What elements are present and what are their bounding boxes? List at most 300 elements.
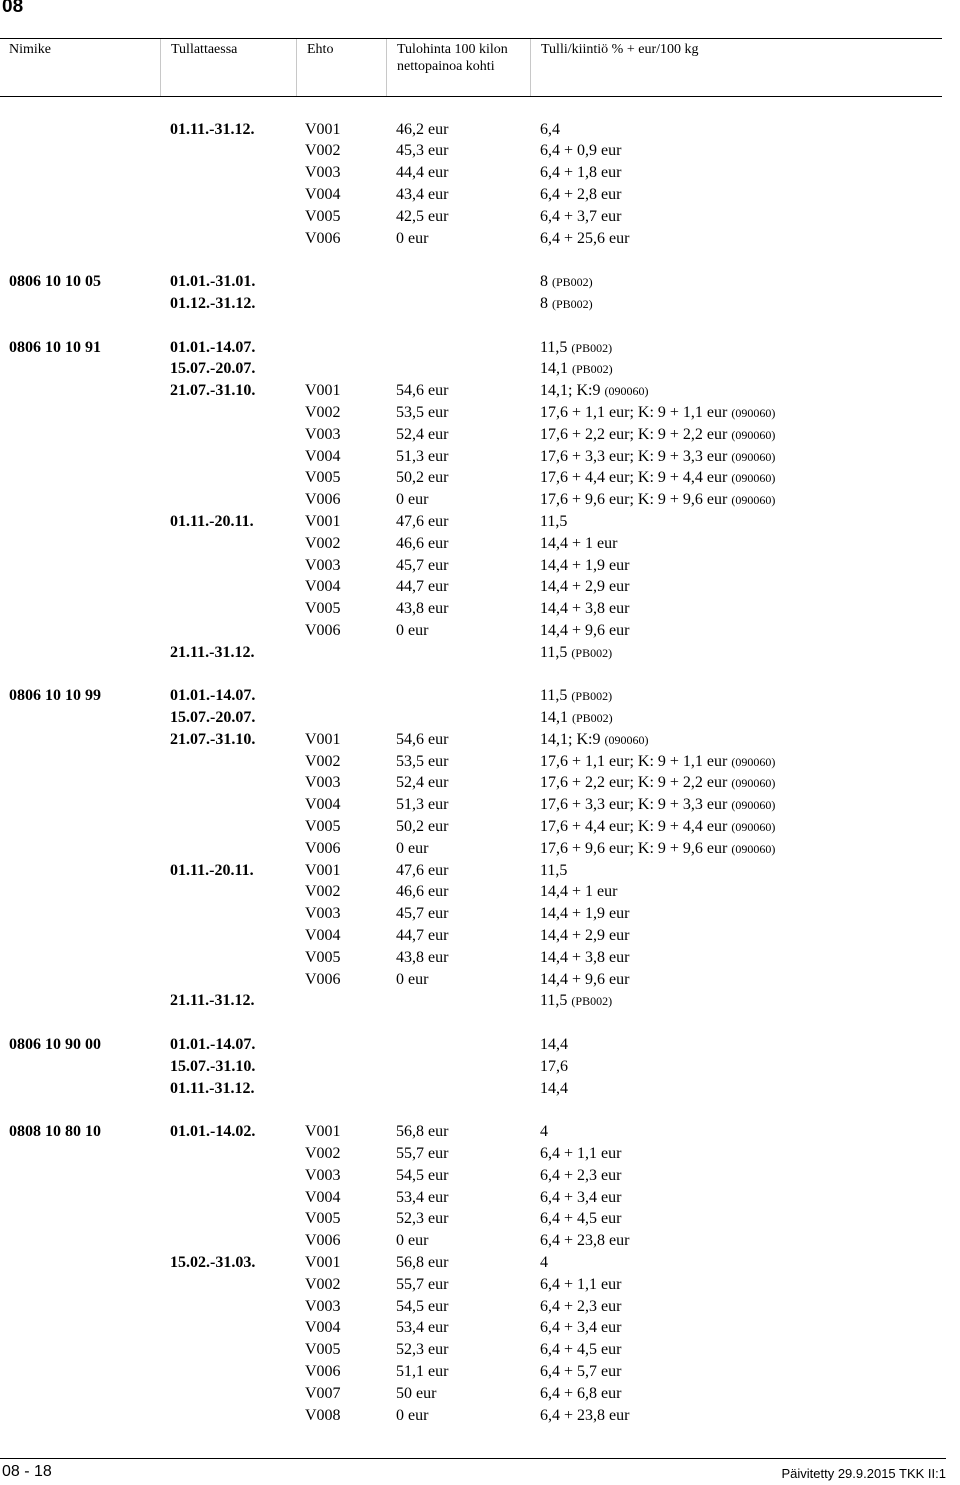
entry-price: 0 eur [396, 622, 429, 639]
quota-reference: (PB002) [571, 994, 613, 1008]
date-range: 01.12.-31.12. [170, 295, 256, 312]
tariff-code: 0806 10 10 05 [9, 273, 101, 290]
date-range: 21.11.-31.12. [170, 992, 255, 1009]
duty-rate [540, 729, 648, 751]
entry-price: 56,8 eur [396, 1254, 449, 1271]
entry-price: 0 eur [396, 491, 429, 508]
duty-value: 6,4 + 4,5 eur [540, 1210, 622, 1227]
duty-rate [540, 446, 775, 468]
duty-rate [540, 642, 612, 664]
entry-price: 46,6 eur [396, 535, 449, 552]
table-row [0, 925, 960, 946]
table-row [0, 1165, 960, 1186]
entry-price: 56,8 eur [396, 1123, 449, 1140]
table-row [0, 969, 960, 990]
tariff-code: 0808 10 80 10 [9, 1123, 101, 1140]
duty-rate [540, 1078, 568, 1099]
table-row [0, 380, 960, 401]
entry-price: 43,4 eur [396, 186, 449, 203]
duty-rate [540, 576, 629, 597]
table-row [0, 1056, 960, 1077]
table-row [0, 838, 960, 859]
duty-value: 14,4 + 1 eur [540, 535, 618, 552]
table-row [0, 467, 960, 488]
quota-reference: (PB002) [572, 711, 613, 725]
duty-rate [540, 555, 629, 576]
duty-value: 6,4 + 1,1 eur [540, 1276, 622, 1293]
table-row [0, 707, 960, 728]
duty-rate [540, 1187, 621, 1208]
header-tullattaessa: Tullattaessa [160, 39, 296, 96]
condition-code: V005 [305, 600, 341, 617]
updated-date: Päivitetty 29.9.2015 TKK II:1 [781, 1466, 946, 1481]
duty-rate [540, 620, 629, 641]
entry-price: 43,8 eur [396, 600, 449, 617]
table-row [0, 751, 960, 772]
header-nimike: Nimike [9, 42, 51, 57]
duty-value: 6,4 + 4,5 eur [540, 1341, 622, 1358]
entry-price: 47,6 eur [396, 862, 449, 879]
quota-reference: (090060) [731, 428, 776, 442]
duty-value: 6,4 + 2,3 eur [540, 1167, 622, 1184]
entry-price: 44,4 eur [396, 164, 449, 181]
table-row [0, 729, 960, 750]
duty-value: 6,4 + 2,3 eur [540, 1298, 622, 1315]
duty-value: 14,4 + 2,9 eur [540, 927, 630, 944]
quota-reference: (PB002) [572, 362, 613, 376]
duty-value: 6,4 + 5,7 eur [540, 1363, 622, 1380]
duty-value: 6,4 + 3,7 eur [540, 208, 622, 225]
duty-value: 17,6 + 2,2 eur; K: 9 + 2,2 eur [540, 774, 728, 791]
duty-value: 17,6 + 3,3 eur; K: 9 + 3,3 eur [540, 448, 728, 465]
date-range: 01.11.-20.11. [170, 862, 254, 879]
condition-code: V007 [305, 1385, 341, 1402]
date-range: 01.01.-14.07. [170, 1036, 256, 1053]
table-row [0, 1317, 960, 1338]
header-tulli: Tulli/kiintiö % + eur/100 kg [530, 39, 942, 96]
duty-value: 17,6 + 1,1 eur; K: 9 + 1,1 eur [540, 753, 728, 770]
duty-value: 11,5 [540, 992, 568, 1009]
condition-code: V001 [305, 1254, 341, 1271]
date-range: 21.11.-31.12. [170, 644, 255, 661]
date-range: 15.07.-20.07. [170, 709, 256, 726]
table-row [0, 271, 960, 292]
duty-rate [540, 380, 648, 402]
entry-price: 44,7 eur [396, 927, 449, 944]
entry-price: 45,3 eur [396, 142, 449, 159]
table-row [0, 1143, 960, 1164]
condition-code: V006 [305, 840, 341, 857]
condition-code: V003 [305, 1298, 341, 1315]
entry-price: 45,7 eur [396, 557, 449, 574]
duty-value: 11,5 [540, 513, 568, 530]
duty-value: 14,4 + 1 eur [540, 883, 618, 900]
table-row [0, 620, 960, 641]
entry-price: 50,2 eur [396, 469, 449, 486]
duty-value: 14,4 + 2,9 eur [540, 578, 630, 595]
entry-price: 53,4 eur [396, 1189, 449, 1206]
duty-value: 14,1; K:9 [540, 731, 601, 748]
table-row [0, 358, 960, 379]
duty-rate [540, 1056, 568, 1077]
duty-rate [540, 358, 613, 380]
header-tulohinta [386, 39, 530, 96]
duty-rate [540, 707, 613, 729]
condition-code: V001 [305, 382, 341, 399]
table-row [0, 860, 960, 881]
entry-price: 53,5 eur [396, 753, 449, 770]
duty-rate [540, 511, 567, 532]
duty-value: 17,6 + 3,3 eur; K: 9 + 3,3 eur [540, 796, 728, 813]
date-range: 01.01.-14.07. [170, 339, 256, 356]
table-row [0, 947, 960, 968]
date-range: 15.02.-31.03. [170, 1254, 256, 1271]
duty-value: 6,4 + 23,8 eur [540, 1232, 630, 1249]
entry-price: 51,3 eur [396, 448, 449, 465]
condition-code: V002 [305, 753, 341, 770]
quota-reference: (090060) [731, 493, 776, 507]
table-row [0, 184, 960, 205]
condition-code: V003 [305, 774, 341, 791]
duty-rate [540, 184, 621, 205]
condition-code: V002 [305, 142, 341, 159]
condition-code: V006 [305, 1363, 341, 1380]
table-row [0, 1361, 960, 1382]
condition-code: V004 [305, 448, 341, 465]
duty-rate [540, 337, 612, 359]
condition-code: V005 [305, 1210, 341, 1227]
duty-rate [540, 816, 775, 838]
entry-price: 0 eur [396, 840, 429, 857]
entry-price: 44,7 eur [396, 578, 449, 595]
entry-price: 0 eur [396, 1232, 429, 1249]
condition-code: V008 [305, 1407, 341, 1424]
table-row [0, 446, 960, 467]
duty-value: 14,4 [540, 1036, 568, 1053]
duty-rate [540, 1274, 621, 1295]
condition-code: V002 [305, 883, 341, 900]
duty-value: 6,4 + 2,8 eur [540, 186, 622, 203]
table-row [0, 1274, 960, 1295]
duty-rate [540, 925, 629, 946]
table-row [0, 1296, 960, 1317]
duty-value: 17,6 [540, 1058, 568, 1075]
condition-code: V004 [305, 796, 341, 813]
table-row [0, 1208, 960, 1229]
table-row [0, 119, 960, 140]
condition-code: V004 [305, 186, 341, 203]
condition-code: V002 [305, 404, 341, 421]
date-range: 01.01.-14.02. [170, 1123, 256, 1140]
header-ehto: Ehto [296, 39, 386, 96]
condition-code: V006 [305, 230, 341, 247]
entry-price: 47,6 eur [396, 513, 449, 530]
table-row [0, 794, 960, 815]
table-row [0, 1187, 960, 1208]
entry-price: 50,2 eur [396, 818, 449, 835]
condition-code: V005 [305, 208, 341, 225]
duty-rate [540, 1034, 568, 1055]
quota-reference: (090060) [604, 384, 649, 398]
quota-reference: (PB002) [552, 275, 593, 289]
entry-price: 52,3 eur [396, 1210, 449, 1227]
table-row [0, 337, 960, 358]
duty-rate [540, 293, 593, 315]
duty-value: 6,4 + 3,4 eur [540, 1319, 622, 1336]
duty-value: 11,5 [540, 862, 568, 879]
duty-value: 17,6 + 4,4 eur; K: 9 + 4,4 eur [540, 818, 728, 835]
duty-rate [540, 1230, 629, 1251]
table-row [0, 1405, 960, 1426]
table-row [0, 685, 960, 706]
entry-price: 54,5 eur [396, 1167, 449, 1184]
table-row [0, 990, 960, 1011]
chapter-number: 08 [2, 0, 24, 17]
duty-value: 11,5 [540, 339, 568, 356]
table-row [0, 402, 960, 423]
duty-value: 17,6 + 9,6 eur; K: 9 + 9,6 eur [540, 491, 728, 508]
entry-price: 52,4 eur [396, 774, 449, 791]
date-range: 21.07.-31.10. [170, 382, 256, 399]
duty-rate [540, 1143, 621, 1164]
entry-price: 52,4 eur [396, 426, 449, 443]
duty-value: 17,6 + 9,6 eur; K: 9 + 9,6 eur [540, 840, 728, 857]
entry-price: 54,5 eur [396, 1298, 449, 1315]
quota-reference: (090060) [731, 755, 776, 769]
condition-code: V006 [305, 622, 341, 639]
date-range: 15.07.-31.10. [170, 1058, 256, 1075]
page-footer [0, 1458, 946, 1485]
duty-rate [540, 990, 612, 1012]
condition-code: V003 [305, 1167, 341, 1184]
duty-rate [540, 1317, 621, 1338]
entry-price: 53,5 eur [396, 404, 449, 421]
date-range: 01.11.-31.12. [170, 121, 255, 138]
date-range: 01.01.-14.07. [170, 687, 256, 704]
duty-value: 6,4 + 0,9 eur [540, 142, 622, 159]
duty-value: 14,4 + 3,8 eur [540, 600, 630, 617]
duty-value: 8 [540, 273, 548, 290]
table-row [0, 903, 960, 924]
duty-rate [540, 1383, 621, 1404]
duty-value: 14,1 [540, 709, 568, 726]
condition-code: V005 [305, 949, 341, 966]
date-range: 21.07.-31.10. [170, 731, 256, 748]
table-row [0, 228, 960, 249]
condition-code: V003 [305, 557, 341, 574]
duty-rate [540, 1361, 621, 1382]
quota-reference: (090060) [731, 471, 776, 485]
duty-rate [540, 947, 629, 968]
entry-price: 51,3 eur [396, 796, 449, 813]
duty-rate [540, 402, 775, 424]
duty-rate [540, 1252, 548, 1273]
duty-rate [540, 467, 775, 489]
duty-rate [540, 119, 560, 140]
table-row [0, 642, 960, 663]
quota-reference: (090060) [731, 776, 776, 790]
duty-rate [540, 903, 629, 924]
condition-code: V005 [305, 818, 341, 835]
table-row [0, 1383, 960, 1404]
table-row [0, 816, 960, 837]
duty-value: 8 [540, 295, 548, 312]
duty-rate [540, 1165, 621, 1186]
duty-rate [540, 1405, 629, 1426]
duty-value: 11,5 [540, 687, 568, 704]
condition-code: V004 [305, 1189, 341, 1206]
condition-code: V002 [305, 535, 341, 552]
duty-rate [540, 1121, 548, 1142]
table-row [0, 533, 960, 554]
duty-rate [540, 489, 775, 511]
condition-code: V004 [305, 578, 341, 595]
duty-rate [540, 685, 612, 707]
duty-rate [540, 140, 621, 161]
duty-value: 17,6 + 1,1 eur; K: 9 + 1,1 eur [540, 404, 728, 421]
header-tulohinta-line1: Tulohinta 100 kilon [397, 42, 508, 57]
duty-rate [540, 1208, 621, 1229]
duty-rate [540, 533, 617, 554]
condition-code: V001 [305, 862, 341, 879]
quota-reference: (PB002) [571, 689, 613, 703]
duty-rate [540, 228, 629, 249]
quota-reference: (PB002) [571, 341, 613, 355]
quota-reference: (PB002) [571, 646, 613, 660]
entry-price: 52,3 eur [396, 1341, 449, 1358]
duty-rate [540, 424, 775, 446]
date-range: 01.01.-31.01. [170, 273, 256, 290]
quota-reference: (090060) [604, 733, 649, 747]
duty-rate [540, 1339, 621, 1360]
duty-value: 4 [540, 1254, 548, 1271]
duty-value: 11,5 [540, 644, 568, 661]
table-row [0, 162, 960, 183]
duty-rate [540, 881, 617, 902]
duty-value: 14,4 + 9,6 eur [540, 622, 630, 639]
entry-price: 0 eur [396, 230, 429, 247]
duty-value: 6,4 + 1,8 eur [540, 164, 622, 181]
condition-code: V002 [305, 1276, 341, 1293]
duty-value: 6,4 + 1,1 eur [540, 1145, 622, 1162]
duty-rate [540, 162, 621, 183]
table-row [0, 1339, 960, 1360]
condition-code: V006 [305, 971, 341, 988]
duty-value: 14,4 + 3,8 eur [540, 949, 630, 966]
tariff-code: 0806 10 10 91 [9, 339, 101, 356]
table-row [0, 1034, 960, 1055]
tariff-code: 0806 10 90 00 [9, 1036, 101, 1053]
condition-code: V002 [305, 1145, 341, 1162]
page-number: 08 - 18 [2, 1463, 52, 1480]
table-row [0, 1252, 960, 1273]
condition-code: V003 [305, 426, 341, 443]
duty-value: 6,4 [540, 121, 560, 138]
duty-value: 14,1 [540, 360, 568, 377]
condition-code: V004 [305, 1319, 341, 1336]
duty-rate [540, 838, 775, 860]
condition-code: V005 [305, 469, 341, 486]
entry-price: 45,7 eur [396, 905, 449, 922]
duty-value: 4 [540, 1123, 548, 1140]
entry-price: 51,1 eur [396, 1363, 449, 1380]
entry-price: 42,5 eur [396, 208, 449, 225]
condition-code: V003 [305, 164, 341, 181]
date-range: 15.07.-20.07. [170, 360, 256, 377]
date-range: 01.11.-20.11. [170, 513, 254, 530]
table-row [0, 1230, 960, 1251]
quota-reference: (090060) [731, 820, 776, 834]
entry-price: 43,8 eur [396, 949, 449, 966]
condition-code: V001 [305, 731, 341, 748]
duty-value: 14,4 + 1,9 eur [540, 557, 630, 574]
table-row [0, 511, 960, 532]
table-row [0, 576, 960, 597]
duty-value: 17,6 + 4,4 eur; K: 9 + 4,4 eur [540, 469, 728, 486]
duty-rate [540, 969, 629, 990]
duty-rate [540, 860, 567, 881]
entry-price: 50 eur [396, 1385, 437, 1402]
duty-value: 6,4 + 3,4 eur [540, 1189, 622, 1206]
duty-rate [540, 794, 775, 816]
table-row [0, 598, 960, 619]
quota-reference: (090060) [731, 798, 776, 812]
duty-value: 17,6 + 2,2 eur; K: 9 + 2,2 eur [540, 426, 728, 443]
table-row [0, 772, 960, 793]
table-row [0, 140, 960, 161]
duty-value: 14,4 + 1,9 eur [540, 905, 630, 922]
entry-price: 0 eur [396, 1407, 429, 1424]
quota-reference: (090060) [731, 842, 776, 856]
duty-value: 14,1; K:9 [540, 382, 601, 399]
table-row [0, 206, 960, 227]
condition-code: V001 [305, 513, 341, 530]
quota-reference: (090060) [731, 406, 776, 420]
duty-rate [540, 751, 775, 773]
entry-price: 46,2 eur [396, 121, 449, 138]
duty-value: 6,4 + 23,8 eur [540, 1407, 630, 1424]
duty-rate [540, 206, 621, 227]
condition-code: V003 [305, 905, 341, 922]
header-tulohinta-line2: nettopainoa kohti [397, 59, 495, 74]
condition-code: V001 [305, 121, 341, 138]
duty-rate [540, 271, 593, 293]
duty-rate [540, 772, 775, 794]
duty-rate [540, 598, 629, 619]
entry-price: 55,7 eur [396, 1276, 449, 1293]
table-row [0, 1078, 960, 1099]
table-row [0, 293, 960, 314]
table-row [0, 424, 960, 445]
quota-reference: (PB002) [552, 297, 593, 311]
table-row [0, 881, 960, 902]
condition-code: V006 [305, 491, 341, 508]
duty-value: 14,4 [540, 1080, 568, 1097]
duty-value: 6,4 + 25,6 eur [540, 230, 630, 247]
duty-rate [540, 1296, 621, 1317]
condition-code: V005 [305, 1341, 341, 1358]
entry-price: 54,6 eur [396, 731, 449, 748]
tariff-code: 0806 10 10 99 [9, 687, 101, 704]
quota-reference: (090060) [731, 450, 776, 464]
entry-price: 53,4 eur [396, 1319, 449, 1336]
entry-price: 0 eur [396, 971, 429, 988]
table-row [0, 489, 960, 510]
table-row [0, 555, 960, 576]
duty-value: 6,4 + 6,8 eur [540, 1385, 622, 1402]
table-header [0, 38, 942, 97]
condition-code: V004 [305, 927, 341, 944]
